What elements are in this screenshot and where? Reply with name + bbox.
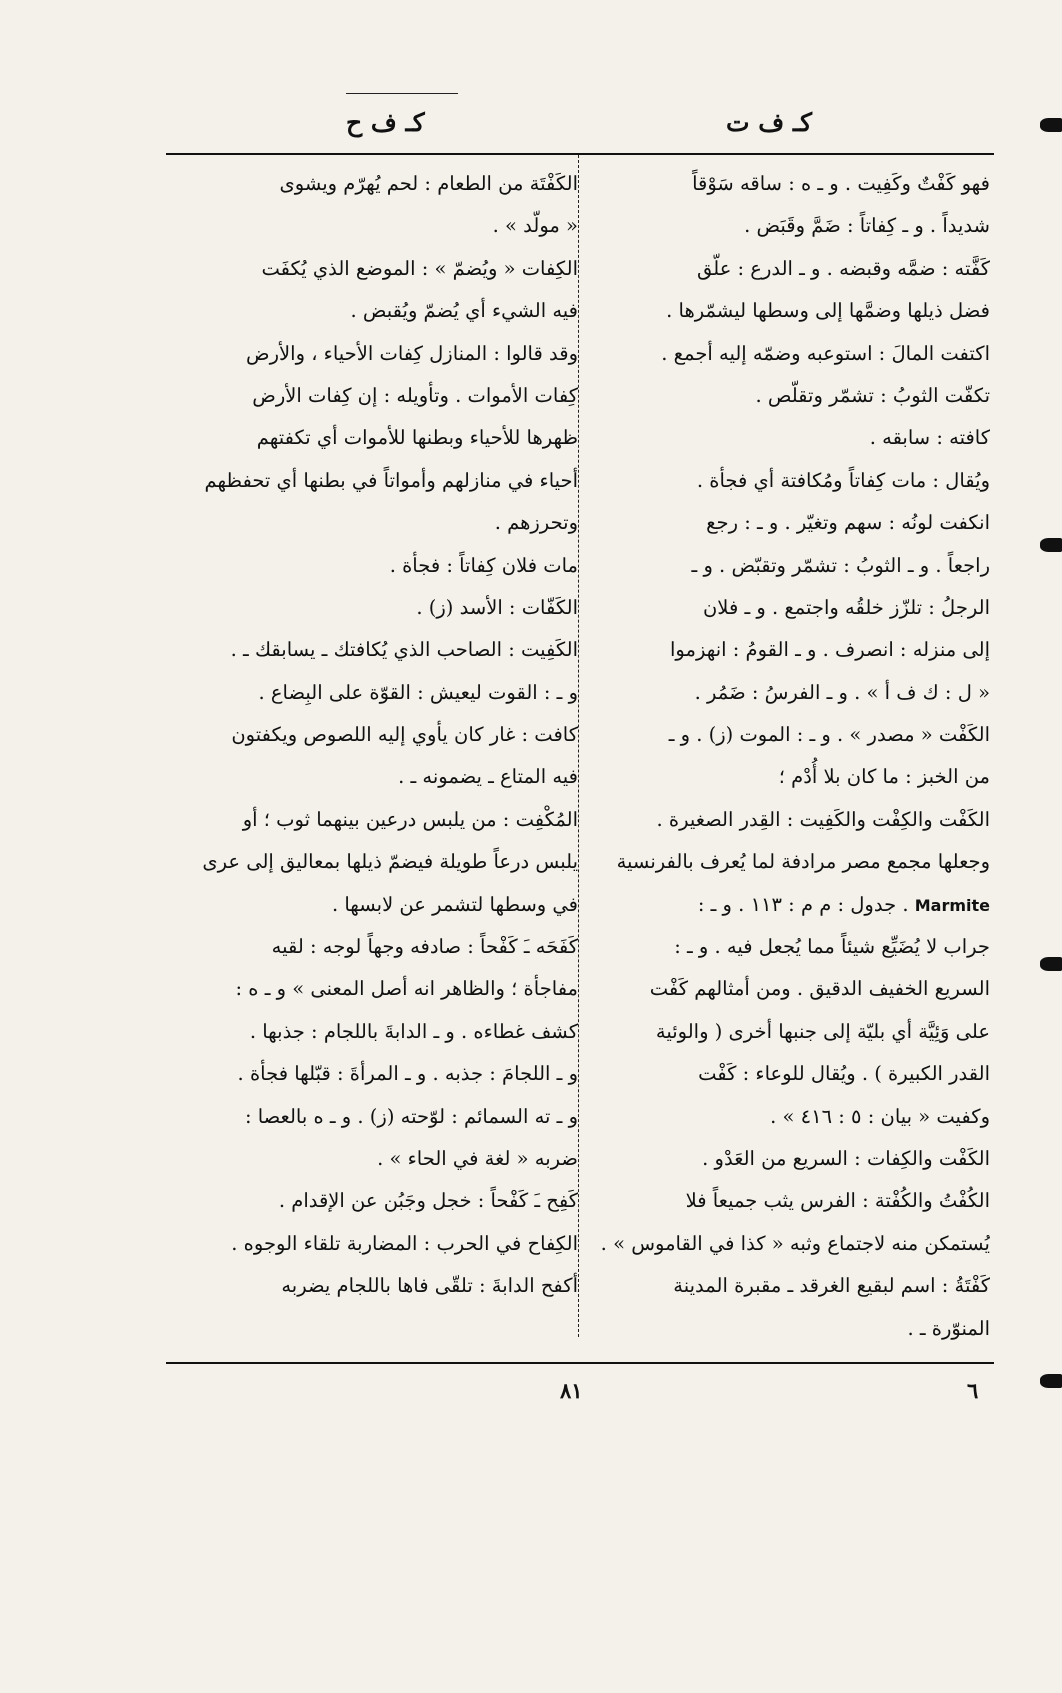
text-line: وجعلها مجمع مصر مرادفة لما يُعرف بالفرنسية xyxy=(616,850,990,874)
text-line: الكِفاح في الحرب : المضاربة تلقاء الوجوه . xyxy=(231,1231,578,1255)
left-column xyxy=(176,163,578,1308)
text-line: ظهرها للأحياء وبطنها للأموات أي تكفتهم xyxy=(256,426,578,450)
left-column-root-heading: كـ ف ح xyxy=(346,108,425,137)
text-line: الكُفْتُ والكُفْتة : الفرس يثب جميعاً فلا xyxy=(685,1189,990,1213)
edge-mark xyxy=(1040,957,1062,971)
text-line: و ـ ته السمائم : لوّحته (ز) . و ـ ه بالعصا : xyxy=(244,1104,578,1128)
edge-mark xyxy=(1040,118,1062,132)
edge-mark xyxy=(1040,1374,1062,1388)
text-line: القدر الكبيرة ) . ويُقال للوعاء : كَفْت xyxy=(698,1062,990,1086)
text-line: انكفت لونُه : سهم وتغيّر . و ـ : رجع xyxy=(706,511,990,535)
latin-term: Marmite xyxy=(914,895,990,915)
text-line: الرجلُ : تلزّز خلقُه واجتمع . و ـ فلان xyxy=(702,595,990,619)
text-line: الكَفْت « مصدر » . و ـ : الموت (ز) . و ـ xyxy=(668,723,990,747)
text-line: و ـ : القوت ليعيش : القوّة على البِضاع . xyxy=(258,680,578,704)
text-line: ويُقال : مات كِفاتاً ومُكافتة أي فجأة . xyxy=(696,468,990,492)
top-rule xyxy=(166,153,994,155)
text-line: كَفَحَه ـَ كَفْحاً : صادفه وجهاً لوجه : لقيه xyxy=(271,935,578,959)
text-line: راجعاً . و ـ الثوبُ : تشمّر وتقبّض . و ـ xyxy=(691,553,990,577)
text-line: و ـ اللجامَ : جذبه . و ـ المرأةَ : قبّلها فجأة . xyxy=(237,1062,578,1086)
text-line: فيه الشيء أي يُضمّ ويُقبض . xyxy=(350,299,578,323)
text-line: الكِفات « ويُضمّ » : الموضع الذي يُكفَت xyxy=(261,256,578,280)
text-line: فيه المتاع ـ يضمونه ـ . xyxy=(398,765,578,789)
text-line: كَفْتَةُ : اسم لبقيع الغرقد ـ مقبرة المدينة xyxy=(673,1274,990,1298)
text-line: على وَئِيَّة أي بليّة إلى جنبها أخرى ( والوئية xyxy=(655,1019,990,1043)
text-line: كافته : سابقه . xyxy=(869,426,990,450)
text-line: كَفَّته : ضمَّه وقبضه . و ـ الدرع : علّق xyxy=(696,256,990,280)
text-line: وقد قالوا : المنازل كِفات الأحياء ، والأرض xyxy=(246,341,578,365)
text-line: يلبس درعاً طويلة فيضمّ ذيلها بمعاليق إلى عرى xyxy=(202,850,578,874)
text-line: اكتفت المالَ : استوعبه وضمّه إليه أجمع . xyxy=(661,341,990,365)
column-divider xyxy=(578,155,580,1337)
text-line: المُكْفِت : من يلبس درعين بينهما ثوب ؛ أو xyxy=(242,807,578,831)
text-line: الكَفْت والكِفات : السريع من العَدْو . xyxy=(702,1146,990,1170)
edge-mark xyxy=(1040,538,1062,552)
text-line: تكفّت الثوبُ : تشمّر وتقلّص . xyxy=(755,383,990,407)
text-line: وكفيت « بيان : ٥ : ٤١٦ » . xyxy=(770,1104,990,1128)
text-line: مفاجأة ؛ والظاهر انه أصل المعنى » و ـ ه : xyxy=(235,977,578,1001)
dictionary-page xyxy=(78,0,1062,1568)
text-line: ضربه « لغة في الحاء » . xyxy=(377,1146,578,1170)
right-column-root-heading: كـ ف ت xyxy=(726,108,813,137)
text-line: كافت : غار كان يأوي إليه اللصوص ويكفتون xyxy=(231,723,578,747)
text-line: أكفح الدابةَ : تلقّى فاها باللجام يضربه xyxy=(281,1274,578,1298)
text-line: السريع الخفيف الدقيق . ومن أمثالهم كَفْت xyxy=(649,977,990,1001)
text-line: فضل ذيلها وضمَّها إلى وسطها ليشمّرها . xyxy=(666,299,990,323)
text-line: إلى منزله : انصرف . و ـ القومُ : انهزموا xyxy=(670,638,990,662)
text-line: المنوّرة ـ . xyxy=(907,1316,990,1340)
text-line: كِفات الأموات . وتأويله : إن كِفات الأرض xyxy=(252,383,578,407)
bottom-rule xyxy=(166,1362,994,1364)
text-line: كَفِح ـَ كَفْحاً : خجل وجَبُن عن الإقدام . xyxy=(278,1189,578,1213)
text-line: الكَفْت والكِفْت والكَفِيت : القِدر الصغيرة . xyxy=(656,807,990,831)
text-line: الكَفْتَة من الطعام : لحم يُهرّم ويشوى xyxy=(279,172,578,195)
right-column xyxy=(584,163,990,1350)
text-line: فهو كَفْتٌ وكَفِيت . و ـ ه : ساقه سَوْقاً xyxy=(692,172,990,195)
text-line: Marmite . جدول : م م : ١١٣ . و ـ : xyxy=(697,892,990,916)
page-number-left: ٨١ xyxy=(560,1378,583,1403)
text-line: كشف غطاءه . و ـ الدابةَ باللجام : جذبها . xyxy=(249,1019,578,1043)
page-number-right: ٦ xyxy=(967,1378,979,1403)
text-line: يُستمكن منه لاجتماع وثبه « كذا في القاموس » . xyxy=(600,1231,990,1255)
text-line: « ل : ك ف أ » . و ـ الفرسُ : ضَمُر . xyxy=(694,680,990,704)
text-line: الكَفّات : الأسد (ز) . xyxy=(416,595,578,619)
text-line: الكَفِيت : الصاحب الذي يُكافتك ـ يسابقك ـ . xyxy=(230,638,578,662)
text-line: في وسطها لتشمر عن لابسها . xyxy=(331,892,578,916)
text-line: مات فلان كِفاتاً : فجأة . xyxy=(389,553,578,577)
text-line: من الخبز : ما كان بلا أُدْم ؛ xyxy=(778,765,990,789)
header-rule-short xyxy=(346,93,458,94)
text-line: أحياء في منازلهم وأمواتاً في بطنها أي تحفظهم xyxy=(204,468,578,492)
text-line: جراب لا يُضَيِّع شيئاً مما يُجعل فيه . و ـ : xyxy=(674,935,990,959)
text-line: شديداً . و ـ كِفاتاً : ضَمَّ وقَبَض . xyxy=(744,214,990,238)
text-line: وتحرزهم . xyxy=(494,511,578,535)
text-line: « مولّد » . xyxy=(492,214,578,238)
